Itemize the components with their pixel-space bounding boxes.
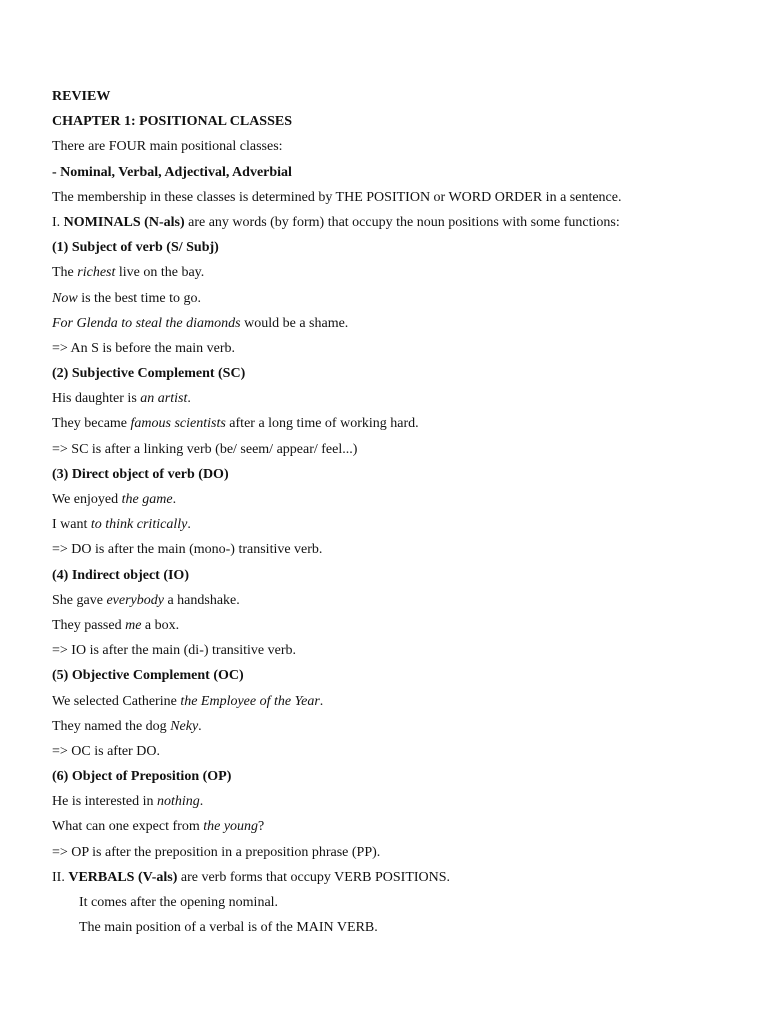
- example-text: They passed: [52, 617, 126, 633]
- example-sentence: [52, 689, 742, 714]
- example-sentence: [52, 260, 742, 285]
- example-text: He is interested in: [52, 794, 157, 810]
- section-number: I.: [52, 214, 64, 230]
- example-text: The: [52, 265, 78, 281]
- section-rest: are any words (by form) that occupy the noun positions with some functions:: [184, 214, 620, 230]
- example-highlight: the Employee of the Year: [180, 693, 320, 709]
- example-text: a handshake.: [163, 592, 240, 608]
- example-sentence: [52, 588, 742, 613]
- indirect-object-heading: (4) Indirect object (IO): [52, 567, 189, 583]
- rule-text: => SC is after a linking verb (be/ seem/ appear/ feel...): [52, 441, 358, 457]
- example-sentence: [52, 311, 742, 336]
- example-text: ?: [258, 819, 265, 835]
- rule-text: => OC is after DO.: [52, 743, 160, 759]
- example-highlight: an artist: [140, 391, 188, 407]
- example-highlight: me: [125, 617, 142, 633]
- example-highlight: everybody: [106, 592, 164, 608]
- chapter-title: CHAPTER 1: POSITIONAL CLASSES: [52, 114, 293, 130]
- section-rest: are verb forms that occupy VERB POSITIONS.: [177, 869, 451, 885]
- example-text: .: [199, 794, 204, 810]
- example-highlight: the young: [203, 819, 259, 835]
- example-sentence: [52, 613, 742, 638]
- example-text: .: [187, 517, 191, 533]
- example-text: I want: [52, 517, 91, 533]
- example-text: His daughter is: [52, 391, 141, 407]
- example-highlight: famous scientists: [130, 416, 226, 432]
- example-text: after a long time of working hard.: [225, 416, 419, 432]
- example-sentence: [52, 286, 742, 311]
- example-text: They became: [52, 416, 131, 432]
- direct-object-heading: (3) Direct object of verb (DO): [52, 466, 229, 482]
- subject-heading: (1) Subject of verb (S/ Subj): [52, 240, 219, 256]
- example-text: She gave: [52, 592, 107, 608]
- example-text: a box.: [141, 617, 180, 633]
- subjective-complement-heading: (2) Subjective Complement (SC): [52, 366, 246, 382]
- example-sentence: [52, 789, 742, 814]
- example-highlight: Neky: [170, 718, 199, 734]
- example-text: .: [187, 391, 191, 407]
- example-text: What can one expect from: [52, 819, 204, 835]
- example-highlight: the game: [121, 492, 173, 507]
- example-sentence: [52, 814, 742, 839]
- example-text: is the best time to go.: [77, 290, 201, 306]
- section-term: VERBALS (V-als): [68, 869, 178, 885]
- rule-text: => OP is after the preposition in a preposition phrase (PP).: [52, 844, 381, 860]
- review-heading: REVIEW: [52, 89, 111, 104]
- verbals-note: The main position of a verbal is of the MAIN VERB.: [79, 920, 378, 936]
- example-highlight: Now: [52, 290, 78, 306]
- rule-text: => An S is before the main verb.: [52, 340, 235, 356]
- classes-list: - Nominal, Verbal, Adjectival, Adverbial: [52, 164, 292, 180]
- example-text: .: [319, 693, 324, 709]
- section-term: NOMINALS (N-als): [63, 214, 185, 230]
- example-text: We enjoyed: [52, 492, 122, 507]
- example-highlight: For Glenda to steal the diamonds: [52, 315, 241, 331]
- example-text: live on the bay.: [115, 265, 205, 281]
- membership-text: The membership in these classes is determined by THE POSITION or WORD ORDER in a sentence.: [52, 189, 622, 205]
- example-sentence: [52, 411, 742, 436]
- example-sentence: [52, 386, 742, 411]
- objective-complement-heading: (5) Objective Complement (OC): [52, 668, 244, 684]
- example-text: .: [172, 492, 177, 507]
- verbals-note: It comes after the opening nominal.: [79, 895, 279, 910]
- document-page: [52, 84, 742, 940]
- example-text: .: [198, 718, 202, 734]
- section-number: II.: [52, 869, 69, 885]
- example-sentence: [52, 487, 742, 512]
- example-sentence: [52, 714, 742, 739]
- rule-text: => IO is after the main (di-) transitive verb.: [52, 643, 296, 659]
- example-sentence: [52, 512, 742, 537]
- nominals-definition: [52, 210, 742, 235]
- object-of-preposition-heading: (6) Object of Preposition (OP): [52, 769, 232, 785]
- example-highlight: richest: [77, 265, 116, 281]
- example-text: They named the dog: [52, 718, 171, 734]
- example-text: We selected Catherine: [52, 693, 181, 709]
- verbals-definition: [52, 865, 742, 890]
- rule-text: => DO is after the main (mono-) transitive verb.: [52, 542, 323, 558]
- example-text: would be a shame.: [240, 315, 349, 331]
- intro-text: There are FOUR main positional classes:: [52, 139, 283, 155]
- example-highlight: nothing: [156, 794, 200, 810]
- example-highlight: to think critically: [90, 517, 188, 533]
